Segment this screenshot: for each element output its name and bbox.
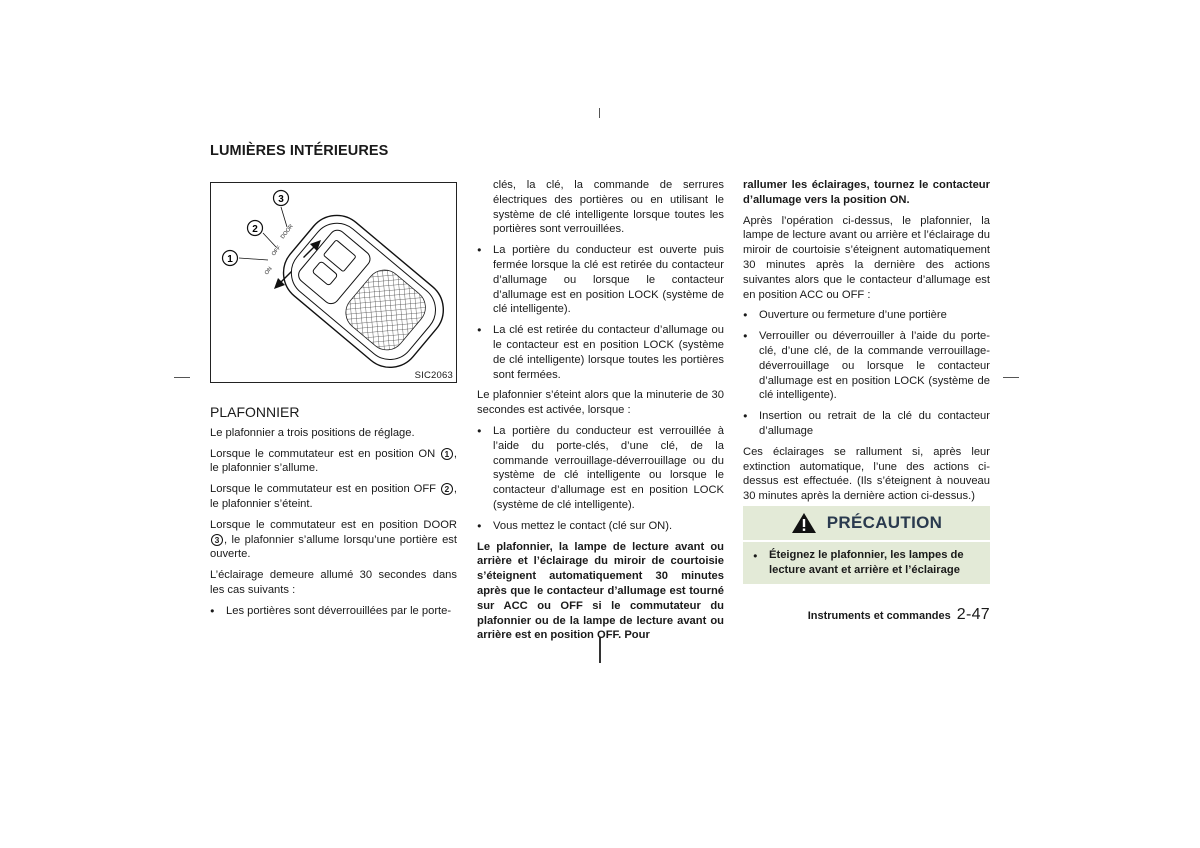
- column-3: [743, 178, 990, 510]
- column-1: [210, 405, 457, 625]
- circled-number-1: 1: [441, 448, 453, 460]
- bullet-continuation: clés, la clé, la commande de serrures électriques des portières ou en utilisant le système de clé intelligente lorsque toutes les portières sont verrouillées.: [493, 179, 724, 236]
- crop-mark-left: [174, 377, 190, 378]
- precaution-header: [743, 506, 990, 540]
- figure-code: SIC2063: [414, 370, 453, 381]
- label-door: DOOR: [279, 223, 295, 241]
- precaution-item: ● Éteignez le plafonnier, les lampes de lecture avant et arrière et l’éclairage: [753, 548, 982, 578]
- page-number: 2-47: [956, 606, 990, 623]
- paragraph: Lorsque le commutateur est en position ON 1 , le plafonnier s’allume.: [210, 447, 457, 475]
- column-2: [477, 178, 724, 649]
- paragraph: Après l’opération ci-dessus, le plafonnier, la lampe de lecture avant ou arrière et l’éclairage du miroir de courtoisie s’éteignent automatiquement 30 minutes après la dernière des actions suivantes alors que le contacteur d’allumage est en position ACC ou OFF :: [743, 214, 990, 301]
- paragraph: Lorsque le commutateur est en position DOOR 3 , le plafonnier s’allume lorsqu’une portière est ouverte.: [210, 518, 457, 561]
- paragraph: L’éclairage demeure allumé 30 secondes dans les cas suivants :: [210, 569, 457, 596]
- callout-1: 1: [227, 254, 233, 265]
- precaution-body: [743, 542, 990, 584]
- crop-mark-top: [599, 108, 600, 118]
- bullet-item: ● Ouverture ou fermeture d’une portière: [743, 308, 990, 323]
- bullet-item: ● La portière du conducteur est ouverte puis fermée lorsque la clé est retirée du contacteur d’allumage ou lorsque le contacteur d’allumage est en position LOCK (système de clé intelligente).: [477, 243, 724, 317]
- bullet-item: ● Verrouiller ou déverrouiller à l’aide du porte-clé, d’une clé, de la commande verrouillage-déverrouillage ou lorsque le contacteur d’allumage est en position LOCK (système de clé intelligente).: [743, 329, 990, 403]
- paragraph: Le plafonnier s’éteint alors que la minuterie de 30 secondes est activée, lorsque :: [477, 389, 724, 417]
- callout-3: 3: [278, 194, 284, 205]
- callout-2: 2: [252, 224, 258, 235]
- bullet-item: ● La clé est retirée du contacteur d’allumage ou le contacteur est en position LOCK (système de clé intelligente) lorsque toutes les portières sont fermées.: [477, 323, 724, 382]
- paragraph: Lorsque le commutateur est en position OFF 2 , le plafonnier s’éteint.: [210, 483, 457, 510]
- bullet-item: ● Les portières sont déverrouillées par le porte-: [210, 604, 457, 619]
- bullet-item: ● Vous mettez le contact (clé sur ON).: [477, 519, 724, 534]
- bold-paragraph: Le plafonnier, la lampe de lecture avant ou arrière et l’éclairage du miroir de courtoisie s’éteignent automatiquement 30 minutes après que le contacteur d’allumage est tourné sur ACC ou OFF si le commutateur du plafonnier ou de la lampe de lecture avant ou arrière est en position OFF. Pour: [477, 540, 724, 642]
- bold-paragraph-continuation: rallumer les éclairages, tournez le contacteur d’allumage vers la position ON.: [743, 179, 990, 206]
- circled-number-3: 3: [211, 534, 223, 546]
- precaution-title: PRÉCAUTION: [826, 513, 943, 532]
- label-off: OFF: [270, 244, 283, 258]
- page-footer: [808, 606, 990, 624]
- bullet-item: ● Insertion ou retrait de la clé du contacteur d’allumage: [743, 409, 990, 439]
- section-title: LUMIÈRES INTÉRIEURES: [210, 143, 389, 159]
- bullet-item: ● La portière du conducteur est verrouillée à l’aide du porte-clés, d’une clé, de la commande verrouillage-déverrouillage ou du système de clé intelligente ou lorsque le contacteur d’allumage est en position LOCK (système de clé intelligente).: [477, 424, 724, 513]
- paragraph: Ces éclairages se rallument si, après leur extinction automatique, l’une des actions ci-dessus est effectuée. (Ils s’éteignent à nouveau 30 minutes après la dernière action ci-dessus.): [743, 445, 990, 503]
- dome-light-figure: [210, 182, 457, 383]
- crop-mark-right: [1003, 377, 1019, 378]
- circled-number-2: 2: [441, 483, 453, 495]
- warning-triangle-icon: [791, 512, 817, 534]
- label-on: ON: [263, 266, 274, 277]
- paragraph: Le plafonnier a trois positions de réglage.: [210, 426, 415, 439]
- subheading: PLAFONNIER: [210, 404, 300, 420]
- dome-light-illustration: [211, 183, 456, 382]
- footer-section: Instruments et commandes: [807, 610, 951, 622]
